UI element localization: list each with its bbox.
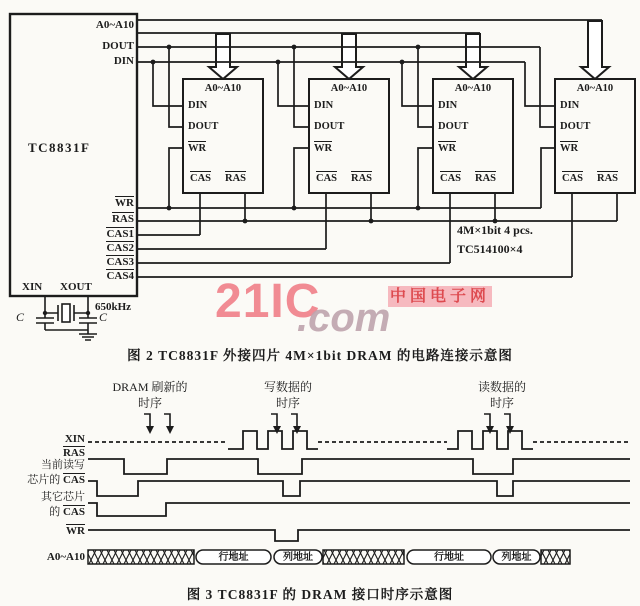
signal-label-wr: WR (66, 525, 85, 537)
dram3-wr: WR (438, 143, 457, 154)
pin-label-cas3: CAS3 (106, 256, 134, 268)
bus-segment-row-address-1: 行地址 (218, 552, 249, 563)
wr-wave (88, 530, 630, 541)
timing-header-write: 写数据的 时序 (263, 380, 312, 410)
cas-other-wave (88, 503, 630, 516)
dram4-din: DIN (560, 100, 580, 111)
timing-waveforms (88, 431, 630, 541)
dram-note-line2: TC514100×4 (457, 242, 523, 256)
timing-header-refresh: DRAM 刷新的 时序 (112, 380, 188, 410)
dram2-addr: A0~A10 (330, 83, 368, 94)
pin-label-xout: XOUT (60, 281, 92, 293)
signal-label-cas-other-2: 的 CAS (49, 506, 85, 518)
pin-label-cas2: CAS2 (106, 242, 134, 254)
cas-current-wave (88, 481, 630, 496)
dram2-dout: DOUT (314, 121, 345, 132)
signal-label-cas-current-2: 芯片的 CAS (27, 474, 85, 486)
dram1-wr: WR (188, 143, 207, 154)
signal-label-cas-current-1: 当前读写 (41, 459, 85, 471)
figure2-caption: 图 2 TC8831F 外接四片 4M×1bit DRAM 的电路连接示意图 (127, 348, 513, 363)
signal-label-xin: XIN (64, 433, 85, 445)
dram1-dout: DOUT (188, 121, 219, 132)
cap-label-left: C (16, 310, 25, 324)
pin-label-addr: A0~A10 (95, 19, 134, 31)
crystal-freq-label: 650kHz (95, 301, 132, 313)
watermark-21ic: 21IC (215, 275, 321, 328)
dram1-addr: A0~A10 (204, 83, 242, 94)
dram4-wr: WR (560, 143, 579, 154)
dram3-din: DIN (438, 100, 458, 111)
dram4-addr: A0~A10 (576, 83, 614, 94)
dram3-addr: A0~A10 (454, 83, 492, 94)
watermark-cn: 中国电子网 (388, 286, 492, 307)
dram1-din: DIN (188, 100, 208, 111)
dram4-casras: CAS RAS (562, 173, 619, 184)
signal-label-ras: RAS (62, 447, 85, 459)
dram2-casras: CAS RAS (316, 173, 373, 184)
watermark-com: .com (297, 296, 391, 340)
timing-header-read: 读数据的 时序 (477, 380, 526, 410)
dram3-dout: DOUT (438, 121, 469, 132)
figure3-caption: 图 3 TC8831F 的 DRAM 接口时序示意图 (186, 587, 454, 602)
dram-note-line1: 4M×1bit 4 pcs. (457, 223, 533, 237)
xin-clock-bursts (228, 431, 533, 449)
pin-label-wr: WR (115, 197, 134, 209)
crystal-icon (62, 304, 70, 322)
ras-wave (88, 459, 630, 474)
dram2-wr: WR (314, 143, 333, 154)
pin-label-dout: DOUT (102, 40, 134, 52)
bus-segment-row-address-2: 行地址 (434, 552, 464, 563)
pin-label-xin: XIN (22, 281, 43, 293)
pin-label-din: DIN (113, 55, 134, 67)
dram4-dout: DOUT (560, 121, 591, 132)
signal-label-addr: A0~A10 (46, 551, 85, 563)
dram3-casras: CAS RAS (440, 173, 497, 184)
oscillator-circuit (36, 296, 97, 340)
bus-segment-col-address-2: 列地址 (501, 552, 532, 563)
pin-label-cas4: CAS4 (106, 270, 134, 282)
cap-label-right: C (99, 310, 108, 324)
signal-label-cas-other-1: 其它芯片 (41, 491, 85, 503)
dram1-casras: CAS RAS (190, 173, 247, 184)
bus-segment-col-address-1: 列地址 (283, 552, 313, 563)
pin-label-cas1: CAS1 (106, 228, 134, 240)
address-bus-arrows (209, 21, 609, 79)
dram2-din: DIN (314, 100, 334, 111)
pin-label-ras: RAS (111, 213, 134, 225)
main-chip-title: TC8831F (28, 140, 91, 155)
